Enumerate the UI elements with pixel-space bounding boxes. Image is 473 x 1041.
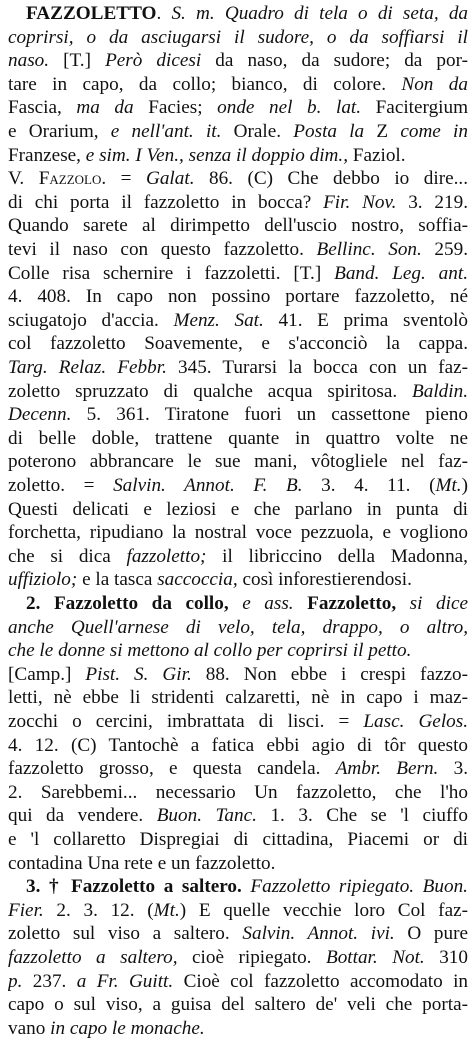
text-line <box>8 899 468 923</box>
text-line <box>8 380 468 404</box>
text-run: 237. <box>22 970 77 992</box>
text-run: 259. <box>421 239 468 260</box>
italic-run: Posta la <box>293 121 365 142</box>
italic-run: Galat. <box>145 168 195 190</box>
text-run: Cioè col fazzoletto accomodato in <box>173 970 468 992</box>
italic-run: e nell'ant. it. <box>110 121 222 142</box>
italic-run: che le donne si mettono al collo per coprirsi il petto. <box>8 640 412 662</box>
text-run: 4. 408. In capo non possino portare fazzoletto, né <box>8 286 468 308</box>
italic-run: Lasc. Gelos. <box>363 711 468 732</box>
bold-run: Fazzoletto, <box>293 593 397 614</box>
italic-run: si dice <box>396 593 468 614</box>
text-line <box>8 545 468 569</box>
text-run: Franzese, <box>8 144 86 166</box>
text-run: il libriccino della Madonna, <box>206 545 468 567</box>
italic-run: uffiziolo; <box>8 569 78 591</box>
text-run: ) E quelle vecchie loro Col faz- <box>179 899 468 921</box>
text-line <box>8 332 468 356</box>
text-run: 345. Turarsi la bocca con un faz- <box>166 357 468 378</box>
text-run: Colle risa schernire i fazzoletti. [T.] <box>8 262 335 284</box>
italic-run: Bottar. Not. <box>325 947 425 968</box>
italic-run: Fier. <box>8 899 44 921</box>
text-run: ) <box>461 475 468 496</box>
text-run: e 'l collaretto Dispregiai di cittadina, Piacemi or di <box>8 829 468 850</box>
text-line <box>26 592 468 616</box>
text-run: zoletto sul viso a saltero. <box>8 923 243 945</box>
italic-run: p. <box>8 970 23 992</box>
italic-run: Buon. Tanc. <box>156 805 257 827</box>
text-line <box>8 710 468 734</box>
text-line <box>8 144 468 168</box>
text-line <box>8 781 468 805</box>
text-run: 86. (C) Che debbo io dire... <box>194 168 468 190</box>
italic-run: Salvin. Annot. F. B. <box>113 475 303 496</box>
italic-run: onde nel b. lat. <box>217 97 362 119</box>
italic-run: naso. <box>8 50 50 72</box>
text-run: [T.] <box>49 50 106 72</box>
italic-run: Non da <box>401 73 468 95</box>
text-run: 3. <box>438 758 468 780</box>
italic-run: e sim. I Ven., senza il doppio dim., <box>85 144 348 166</box>
text-run: 5. 361. Tiratone fuori un cassettone pieno <box>71 404 468 426</box>
bold-run: 2. Fazzoletto da collo, <box>26 593 229 614</box>
text-run: zoletto spruzzato di qualche acqua spiritosa. <box>8 380 413 402</box>
text-line <box>8 191 468 215</box>
text-run: 1. 3. Che se 'l ciuffo <box>256 805 468 827</box>
italic-run: come in <box>400 121 468 142</box>
text-line <box>8 734 468 758</box>
text-line <box>8 73 468 97</box>
text-run: di belle doble, trattene quante in quattro volte ne <box>8 427 468 449</box>
text-run: tevi il naso con questo fazzoletto. <box>8 239 317 260</box>
text-run: forchetta, ripudiano la nostral voce pezzuola, e vogliono <box>8 522 468 544</box>
text-line <box>8 167 468 191</box>
text-run: zocchi o cercini, imbrattata di lisci. = <box>8 711 364 732</box>
text-run: 2. 3. 12. ( <box>43 899 154 921</box>
text-line <box>8 521 468 545</box>
italic-run: Decenn. <box>8 404 72 426</box>
text-line <box>8 639 468 663</box>
text-line <box>8 214 468 238</box>
italic-run: Ambr. Bern. <box>335 758 439 780</box>
text-line <box>8 498 468 522</box>
italic-run: Bellinc. Son. <box>316 239 422 260</box>
italic-run: Però dicesi <box>105 50 202 72</box>
text-run: zoletto. = <box>8 475 114 496</box>
italic-run: Baldin. <box>412 380 468 402</box>
italic-run: ma da <box>76 97 134 119</box>
text-run: Quando sarete al dirimpetto dell'uscio nostro, soffia- <box>8 215 468 237</box>
italic-run: Band. Leg. ant. <box>334 262 468 284</box>
text-run: tare in capo, da collo; bianco, di colore. <box>8 73 402 95</box>
dictionary-entry-fazzoletto <box>8 2 468 1039</box>
italic-run: e ass. <box>228 593 294 614</box>
italic-run: coprirsi, o da asciugarsi il sudore, o da soffiarsi il <box>8 26 468 48</box>
text-run: 4. 12. (C) Tantochè a fatica ebbi agio di tôr questo <box>8 734 468 756</box>
text-run: letti, nè ebbe li stridenti calzaretti, nè in capo i maz- <box>8 687 468 709</box>
italic-run: Pist. S. Gir. <box>85 663 192 685</box>
text-line <box>8 474 468 498</box>
text-line <box>8 49 468 73</box>
text-line <box>8 427 468 451</box>
text-run: 3. 4. 11. ( <box>302 475 436 496</box>
text-run: Z <box>364 121 401 142</box>
text-line <box>8 993 468 1017</box>
text-line <box>8 238 468 262</box>
text-run: poterono abbrancare le sue mani, vôtogliele nel faz- <box>8 451 468 473</box>
text-run: . = <box>101 168 146 190</box>
italic-run: saccoccia, <box>157 569 238 591</box>
text-line <box>8 663 468 687</box>
italic-run: anche Quell'arnese di velo, tela, drappo, o altro, <box>8 616 468 638</box>
text-line <box>8 828 468 852</box>
text-line <box>8 96 468 120</box>
text-line <box>26 2 468 26</box>
text-run: capo o sul viso, a guisa del saltero de' veli che porta- <box>8 994 468 1016</box>
text-line <box>8 616 468 640</box>
text-line <box>8 922 468 946</box>
text-line <box>8 356 468 380</box>
italic-run: a Fr. Guitt. <box>76 970 174 992</box>
text-run: 310 <box>424 947 468 968</box>
text-run: Orale. <box>221 121 294 142</box>
text-line <box>8 852 468 876</box>
text-run: col fazzoletto Soavemente, e s'acconciò la cappa. <box>8 333 468 355</box>
bold-run: 3. † Fazzoletto a saltero. <box>26 876 242 898</box>
text-run: da naso, da sudore; da por- <box>201 50 468 72</box>
italic-run: Fir. Nov. <box>323 191 397 213</box>
text-line <box>8 757 468 781</box>
text-run: cioè ripiegato. <box>177 947 326 968</box>
text-run: Questi delicati e leziosi e che parlano in punta di <box>8 498 468 520</box>
text-run: così inforestierendosi. <box>237 569 412 591</box>
text-run: 3. 219. <box>396 191 468 213</box>
italic-run: Mt. <box>435 475 462 496</box>
italic-run: S. m. Quadro di tela o di seta, da <box>171 3 468 24</box>
text-run: 2. Sarebbemi... necessario Un fazzoletto, che l'ho <box>8 781 468 803</box>
text-line <box>26 875 468 899</box>
text-run: di chi porta il fazzoletto in bocca? <box>8 191 324 213</box>
text-line <box>8 403 468 427</box>
text-line <box>8 1017 468 1041</box>
text-run: V. <box>8 168 39 190</box>
text-line <box>8 686 468 710</box>
text-run: contadina Una rete e un fazzoletto. <box>8 852 276 874</box>
text-run: qui da vendere. <box>8 805 157 827</box>
italic-run: fazzoletto; <box>126 545 207 567</box>
text-line <box>8 285 468 309</box>
text-run: Fascia, <box>8 97 77 119</box>
bold-run: FAZZOLETTO <box>26 3 157 24</box>
text-run: e Orarium, <box>8 121 111 142</box>
italic-run: Fazzoletto ripiegato. Buon. <box>241 876 468 898</box>
text-line <box>8 804 468 828</box>
text-line <box>8 970 468 994</box>
text-run: Faziol. <box>348 144 406 166</box>
text-line <box>8 946 468 970</box>
italic-run: fazzoletto a saltero, <box>8 947 178 968</box>
text-run: che si dica <box>8 545 127 567</box>
text-run: sciugatojo d'accia. <box>8 309 174 331</box>
italic-run: Menz. Sat. <box>173 309 264 331</box>
italic-run: Salvin. Annot. ivi. <box>242 923 395 945</box>
italic-run: Mt. <box>153 899 180 921</box>
text-line <box>8 450 468 474</box>
text-line <box>8 26 468 50</box>
text-run: O pure <box>394 923 468 945</box>
text-line <box>8 568 468 592</box>
text-line <box>8 309 468 333</box>
text-line <box>8 120 468 144</box>
italic-run: Targ. Relaz. Febbr. <box>8 357 167 378</box>
italic-run: in capo le monache. <box>50 1017 205 1039</box>
text-line <box>8 262 468 286</box>
smallcaps-run: Fazzolo <box>38 168 102 190</box>
text-run: vano <box>8 1017 51 1039</box>
text-run: . <box>156 3 172 24</box>
text-run: 41. E prima sventolò <box>263 309 468 331</box>
text-run: fazzoletto grosso, e questa candela. <box>8 758 336 780</box>
text-run: [Camp.] <box>8 663 86 685</box>
text-run: e la tasca <box>77 569 158 591</box>
text-run: Facitergium <box>361 97 468 119</box>
text-run: 88. Non ebbe i crespi fazzo- <box>191 663 468 685</box>
text-run: Facies; <box>133 97 218 119</box>
